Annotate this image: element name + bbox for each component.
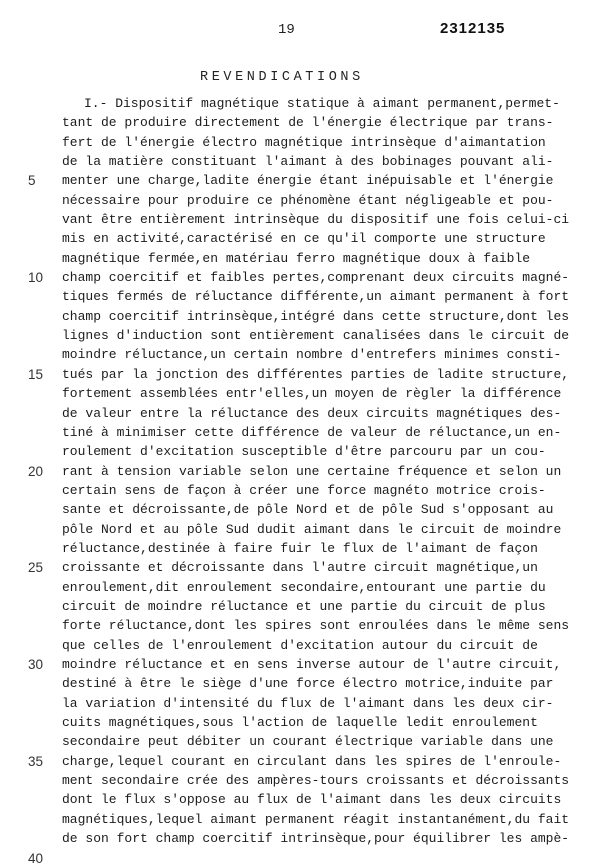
text-line: champ coercitif intrinsèque,intégré dans cette structure,dont les [62,308,570,324]
line-number: 10 [28,270,44,286]
page-number: 19 [278,22,295,38]
text-line: de valeur entre la réluctance des deux circuits magnétiques des- [62,405,562,421]
text-line: charge,lequel courant en circulant dans les spires de l'enroule- [62,753,562,769]
text-line: I.- Dispositif magnétique statique à aimant permanent,permet- [84,96,560,111]
text-line: forte réluctance,dont les spires sont enroulées dans le même sens [62,618,570,634]
text-line: tués par la jonction des différentes parties de ladite structure, [62,366,570,382]
text-line: certain sens de façon à créer une force magnéto motrice crois- [62,482,546,498]
text-line: champ coercitif et faibles pertes,comprenant deux circuits magné- [62,270,570,286]
text-line: magnétiques,lequel aimant permanent réagit instantanément,du fait [62,811,570,827]
text-line: tiques fermés de réluctance différente,un aimant permanent à fort [62,289,570,305]
section-heading: REVENDICATIONS [200,70,364,85]
text-line: pôle Nord et au pôle Sud dudit aimant dans le circuit de moindre [62,521,562,537]
line-number: 15 [28,366,44,382]
text-line: fortement assemblées entr'elles,un moyen de règler la différence [62,386,562,402]
claims-text [62,94,592,848]
patent-number: 2312135 [440,20,506,37]
line-number: 20 [28,463,44,479]
text-line: magnétique fermée,en matériau ferro magnétique doux à faible [62,250,531,266]
text-line: circuit de moindre réluctance et une partie du circuit de plus [62,598,546,614]
text-line: moindre réluctance et en sens inverse autour de l'autre circuit, [62,656,562,672]
text-line: roulement d'excitation susceptible d'être parcouru par un cou- [62,444,546,460]
text-line: croissante et décroissante dans l'autre circuit magnétique,un [62,560,538,576]
text-line: cuits magnétiques,sous l'action de laquelle ledit enroulement [62,715,538,730]
line-number: 25 [28,560,44,576]
text-line: que celles de l'enroulement d'excitation autour du circuit de [62,637,538,653]
text-line: tiné à minimiser cette différence de valeur de réluctance,un en- [62,424,562,440]
text-line: secondaire peut débiter un courant électrique variable dans une [62,734,554,750]
text-line: de son fort champ coercitif intrinsèque,pour équilibrer les ampè- [62,831,570,847]
text-line: lignes d'induction sont entièrement canalisées dans le circuit de [62,328,570,344]
text-line: tant de produire directement de l'énergie électrique par trans- [62,115,554,131]
text-line: moindre réluctance,un certain nombre d'entrefers minimes consti- [62,347,562,363]
text-line: vant être entièrement intrinsèque du dispositif une fois celui-ci [62,212,570,228]
line-number: 30 [28,657,44,673]
text-line: sante et décroissante,de pôle Nord et de pôle Sud s'opposant au [62,502,554,518]
text-line: menter une charge,ladite énergie étant inépuisable et l'énergie [62,173,554,189]
line-number: 35 [28,753,44,769]
text-line: réluctance,destinée à faire fuir le flux de l'aimant de façon [62,540,538,556]
text-line: fert de l'énergie électro magnétique intrinsèque d'aimantation [62,134,546,150]
text-line: ment secondaire crée des ampères-tours croissants et décroissants [62,773,570,789]
text-line: de la matière constituant l'aimant à des bobinages pouvant ali- [62,154,554,170]
text-line: destiné à être le siège d'une force électro motrice,induite par [62,676,554,692]
text-line: dont le flux s'oppose au flux de l'aimant dans les deux circuits [62,792,562,808]
text-line: rant à tension variable selon une certaine fréquence et selon un [62,463,562,479]
line-number: 40 [28,850,44,866]
text-line: la variation d'intensité du flux de l'aimant dans les deux cir- [62,695,554,711]
text-line: mis en activité,caractérisé en ce qu'il comporte une structure [62,231,546,247]
text-line: nécessaire pour produire ce phénomène étant négligeable et pou- [62,192,554,208]
text-line: enroulement,dit enroulement secondaire,entourant une partie du [62,579,546,595]
line-number: 5 [28,173,36,189]
